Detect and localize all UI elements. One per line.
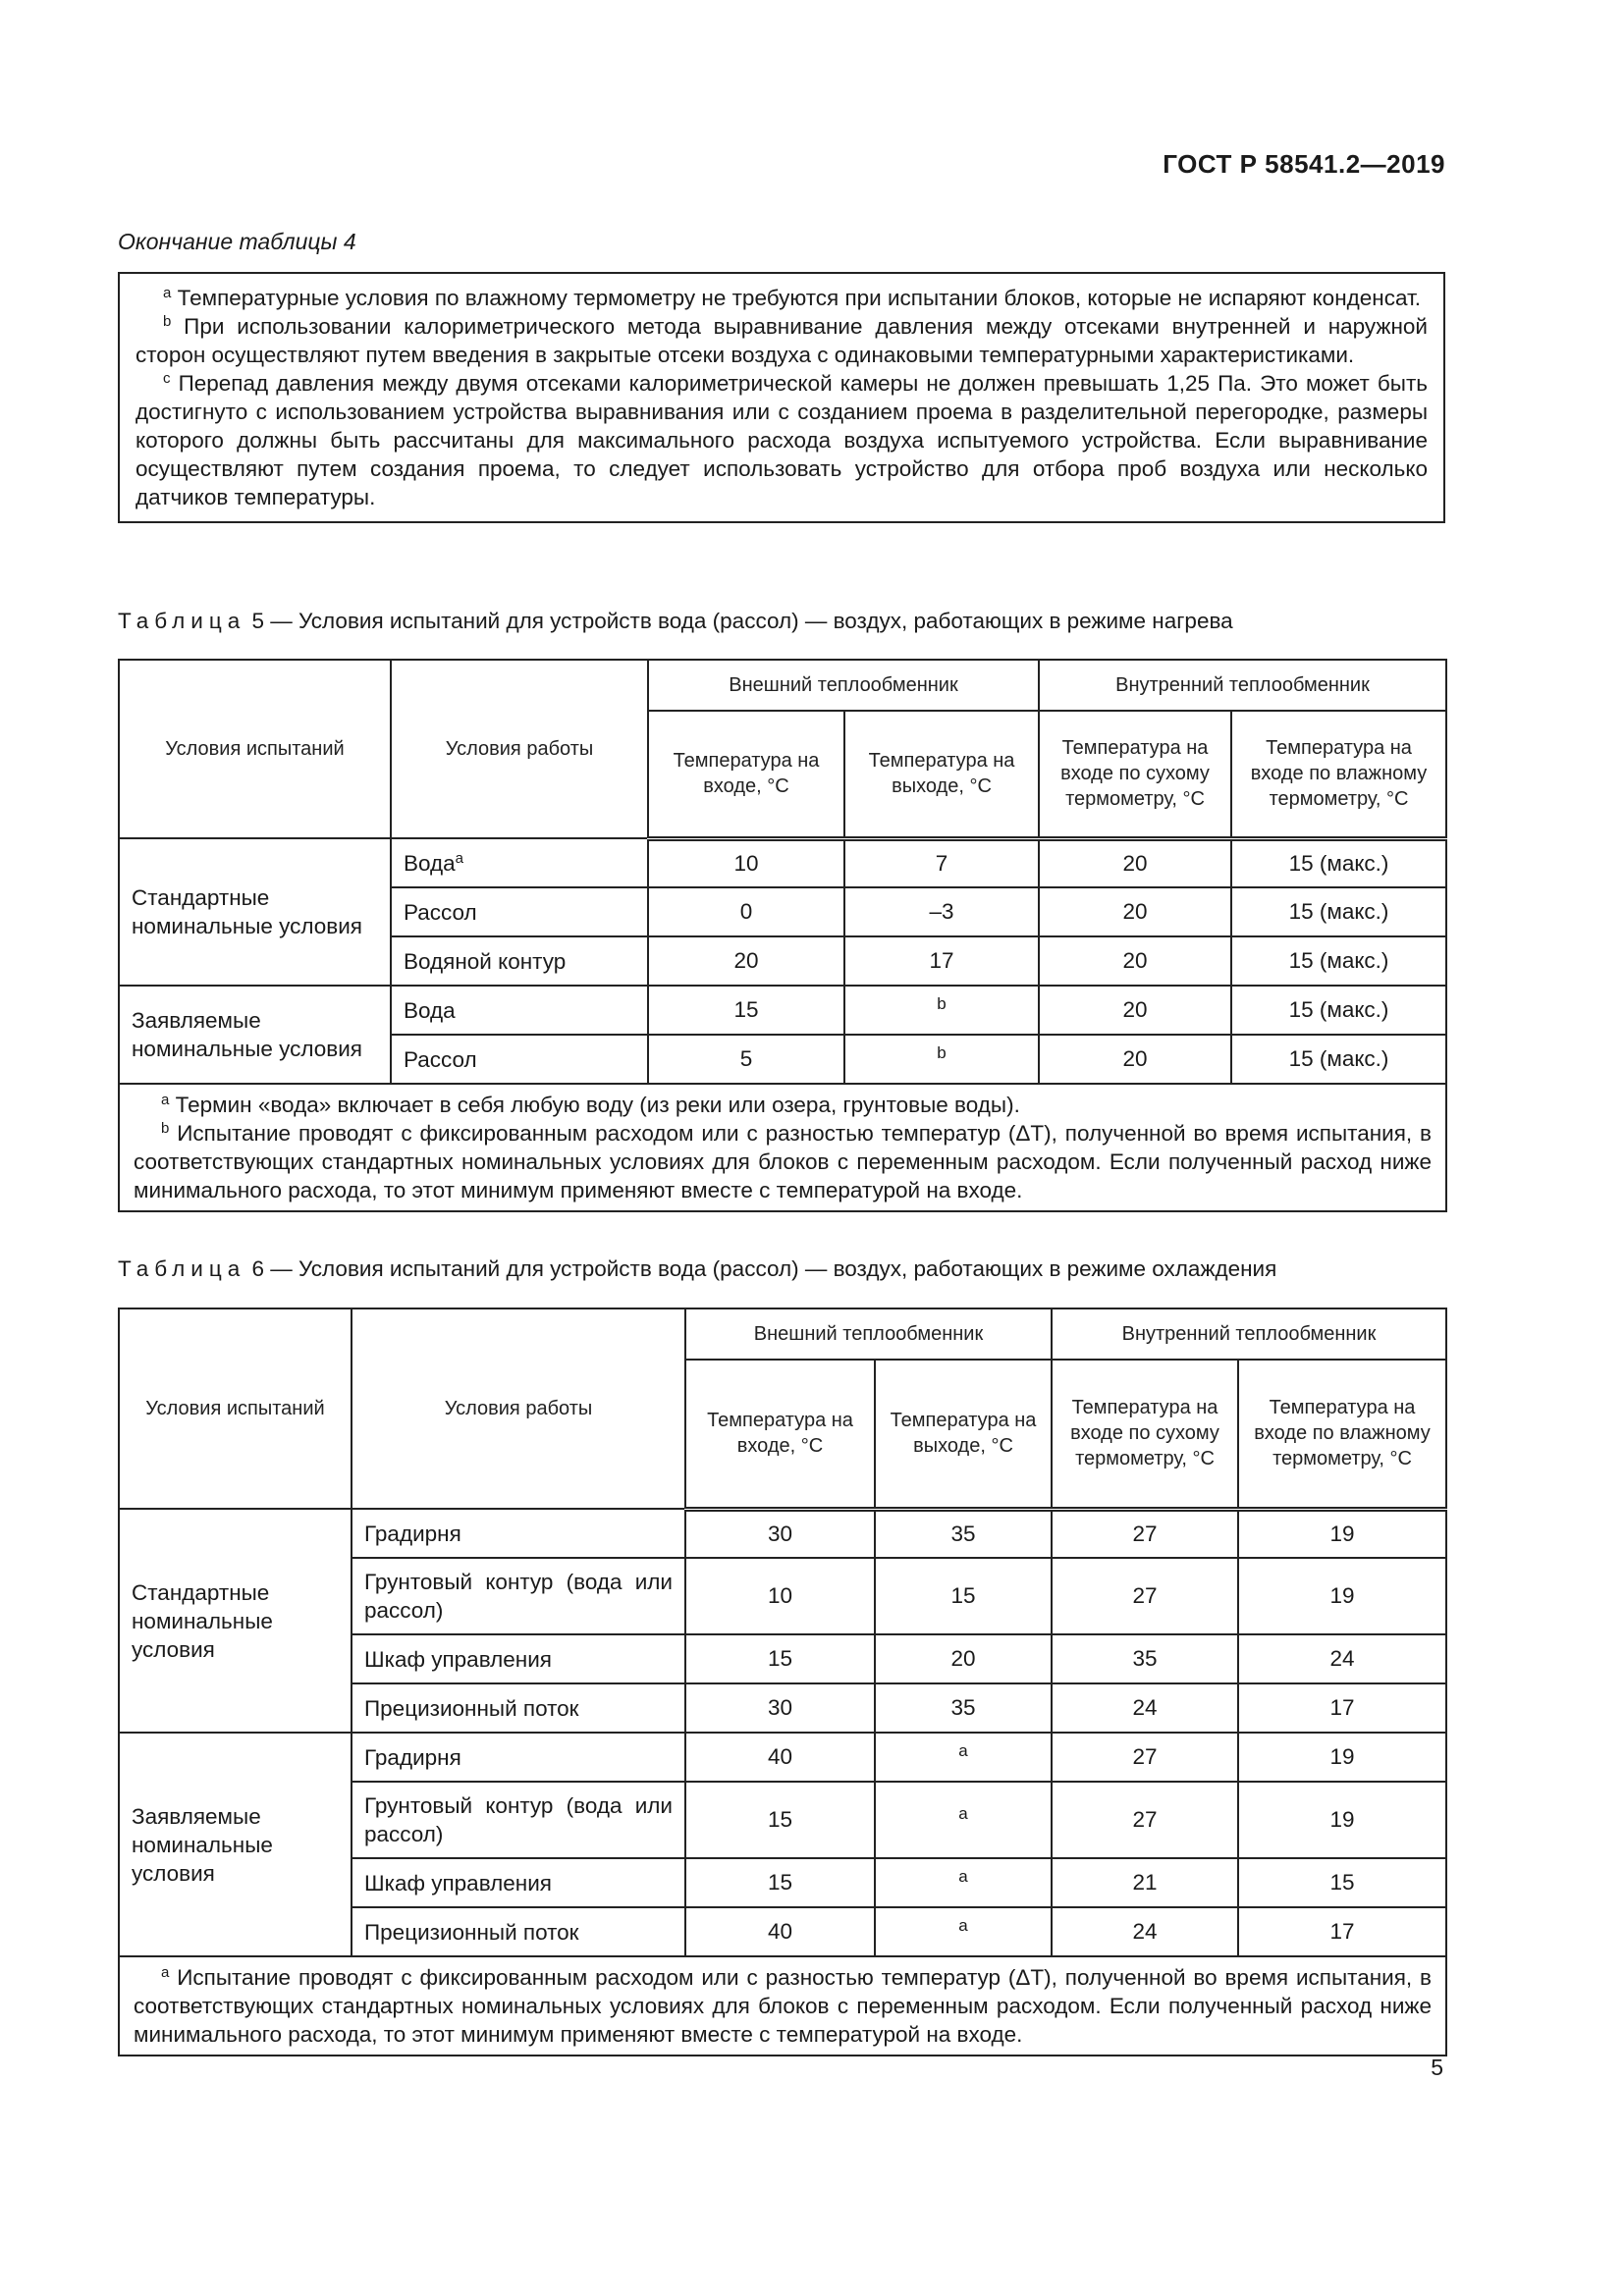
dry-cell: 27 [1052, 1558, 1238, 1634]
wet-cell: 19 [1238, 1733, 1446, 1782]
wet-cell: 19 [1238, 1782, 1446, 1858]
footnote-mark: a [958, 1916, 968, 1935]
mode-label: Водяной контур [391, 936, 648, 986]
header-indoor-exchanger: Внутренний теплообменник [1039, 660, 1446, 711]
table4-note-b: $^b$ При использовании калориметрического метода выравнивание давления между отсеками внутренней и наружной сторон осуществляют путем введения в закрытые отсеки воздуха с одинаковыми температурными характеристиками. [135, 313, 1428, 367]
inlet-cell: 30 [685, 1509, 875, 1558]
inlet-cell: 15 [685, 1634, 875, 1683]
wet-cell: 19 [1238, 1558, 1446, 1634]
header-outlet-temp: Температура на выходе, °C [875, 1360, 1052, 1509]
table5-footnotes [119, 1084, 1446, 1211]
mode-label: Градирня [352, 1733, 685, 1782]
header-dry-bulb: Температура на входе по сухому термометру, °C [1052, 1360, 1238, 1509]
group-declared: Заявляемые номинальные условия [119, 986, 391, 1084]
table5-note-a: $^a$ Термин «вода» включает в себя любую воду (из реки или озера, грунтовые воды). [161, 1092, 1020, 1117]
table-row [119, 986, 1446, 1035]
wet-cell: 17 [1238, 1683, 1446, 1733]
table-row [119, 838, 1446, 887]
document-code: ГОСТ Р 58541.2—2019 [1163, 149, 1445, 179]
mode-label: Рассол [391, 887, 648, 936]
table-row [119, 1733, 1446, 1782]
outlet-cell: 15 [875, 1558, 1052, 1634]
footnote-mark: b [937, 1043, 947, 1062]
table4-notes [118, 272, 1445, 523]
footnote-mark: a [958, 1867, 968, 1886]
inlet-cell: 0 [648, 887, 844, 936]
wet-cell: 15 (макс.) [1231, 838, 1446, 887]
inlet-cell: 30 [685, 1683, 875, 1733]
dry-cell: 27 [1052, 1733, 1238, 1782]
mode-label: Вода [391, 986, 648, 1035]
dry-cell: 20 [1039, 887, 1231, 936]
inlet-cell: 5 [648, 1035, 844, 1084]
group-declared: Заявляемые номинальные условия [119, 1733, 352, 1956]
outlet-cell: 17 [844, 936, 1039, 986]
footnote-mark: a [958, 1741, 968, 1760]
table6 [118, 1308, 1447, 2056]
outlet-cell: 35 [875, 1509, 1052, 1558]
continuation-caption: Окончание таблицы 4 [118, 229, 356, 254]
dry-cell: 24 [1052, 1907, 1238, 1956]
footnote-mark: a [455, 849, 464, 867]
dry-cell: 21 [1052, 1858, 1238, 1907]
table-row [119, 1509, 1446, 1558]
group-standard: Стандартные номинальные условия [119, 838, 391, 986]
table5 [118, 659, 1447, 1212]
table4-note-c: $^c$ Перепад давления между двумя отсеками калориметрической камеры не должен превышать 1,25 Па. Это может быть достигнуто с использованием устройства выравнивания или с созданием проема в разделительной перегородке, размеры которого должны быть рассчитаны для максимального расхода воздуха испытуемого устройства. Если выравнивание осуществляют путем создания проема, то следует использовать устройство для отбора проб воздуха или несколько датчиков температуры. [135, 370, 1428, 509]
wet-cell: 15 (макс.) [1231, 936, 1446, 986]
mode-label: Грунтовый контур (вода или рассол) [352, 1558, 685, 1634]
table5-caption: Таблица 5 — Условия испытаний для устройств вода (рассол) — воздух, работающих в режиме нагрева [118, 609, 1233, 633]
footnote-mark: a [958, 1804, 968, 1823]
header-inlet-temp: Температура на входе, °C [685, 1360, 875, 1509]
dry-cell: 20 [1039, 838, 1231, 887]
inlet-cell: 15 [685, 1782, 875, 1858]
outlet-cell: 20 [875, 1634, 1052, 1683]
table5-note-b: $^b$ Испытание проводят с фиксированным расходом или с разностью температур (ΔT), полученной во время испытания, в соответствующих стандартных номинальных условиях для блоков с переменным расходом. Если полученный расход ниже минимального расхода, то этот минимум применяют вместе с температурой на входе. [134, 1120, 1432, 1202]
inlet-cell: 20 [648, 936, 844, 986]
inlet-cell: 40 [685, 1733, 875, 1782]
outlet-cell: 7 [844, 838, 1039, 887]
mode-label: Грунтовый контур (вода или рассол) [352, 1782, 685, 1858]
footnote-mark: b [937, 994, 947, 1013]
wet-cell: 15 (макс.) [1231, 887, 1446, 936]
mode-label: Прецизионный поток [352, 1683, 685, 1733]
dry-cell: 27 [1052, 1782, 1238, 1858]
dry-cell: 20 [1039, 986, 1231, 1035]
table6-note-a: $^a$ Испытание проводят с фиксированным расходом или с разностью температур (ΔT), полученной во время испытания, в соответствующих стандартных номинальных условиях для блоков с переменным расходом. Если полученный расход ниже минимального расхода, то этот минимум применяют вместе с температурой на входе. [134, 1964, 1432, 2047]
dry-cell: 20 [1039, 936, 1231, 986]
wet-cell: 24 [1238, 1634, 1446, 1683]
table6-footnotes [119, 1956, 1446, 2056]
inlet-cell: 15 [648, 986, 844, 1035]
mode-label: Шкаф управления [352, 1634, 685, 1683]
header-wet-bulb: Температура на входе по влажному термометру, °C [1238, 1360, 1446, 1509]
dry-cell: 27 [1052, 1509, 1238, 1558]
mode-label: Вода [404, 850, 456, 876]
header-outdoor-exchanger: Внешний теплообменник [685, 1308, 1052, 1360]
header-outlet-temp: Температура на выходе, °C [844, 711, 1039, 838]
wet-cell: 17 [1238, 1907, 1446, 1956]
header-operating-conditions: Условия работы [352, 1308, 685, 1509]
dry-cell: 24 [1052, 1683, 1238, 1733]
wet-cell: 19 [1238, 1509, 1446, 1558]
header-inlet-temp: Температура на входе, °C [648, 711, 844, 838]
header-dry-bulb: Температура на входе по сухому термометру, °C [1039, 711, 1231, 838]
group-standard: Стандартные номинальные условия [119, 1509, 352, 1733]
mode-label: Прецизионный поток [352, 1907, 685, 1956]
header-wet-bulb: Температура на входе по влажному термометру, °C [1231, 711, 1446, 838]
page-number: 5 [1431, 2055, 1443, 2080]
header-operating-conditions: Условия работы [391, 660, 648, 838]
header-test-conditions: Условия испытаний [119, 1308, 352, 1509]
header-indoor-exchanger: Внутренний теплообменник [1052, 1308, 1446, 1360]
dry-cell: 20 [1039, 1035, 1231, 1084]
header-test-conditions: Условия испытаний [119, 660, 391, 838]
outlet-cell: –3 [844, 887, 1039, 936]
outlet-cell: 35 [875, 1683, 1052, 1733]
wet-cell: 15 [1238, 1858, 1446, 1907]
wet-cell: 15 (макс.) [1231, 1035, 1446, 1084]
inlet-cell: 15 [685, 1858, 875, 1907]
wet-cell: 15 (макс.) [1231, 986, 1446, 1035]
table4-note-a: $^a$ Температурные условия по влажному термометру не требуются при испытании блоков, которые не испаряют конденсат. [163, 285, 1422, 310]
mode-label: Шкаф управления [352, 1858, 685, 1907]
inlet-cell: 40 [685, 1907, 875, 1956]
header-outdoor-exchanger: Внешний теплообменник [648, 660, 1039, 711]
inlet-cell: 10 [648, 838, 844, 887]
table6-caption: Таблица 6 — Условия испытаний для устройств вода (рассол) — воздух, работающих в режиме охлаждения [118, 1256, 1277, 1281]
mode-label: Рассол [391, 1035, 648, 1084]
mode-label: Градирня [352, 1509, 685, 1558]
inlet-cell: 10 [685, 1558, 875, 1634]
dry-cell: 35 [1052, 1634, 1238, 1683]
